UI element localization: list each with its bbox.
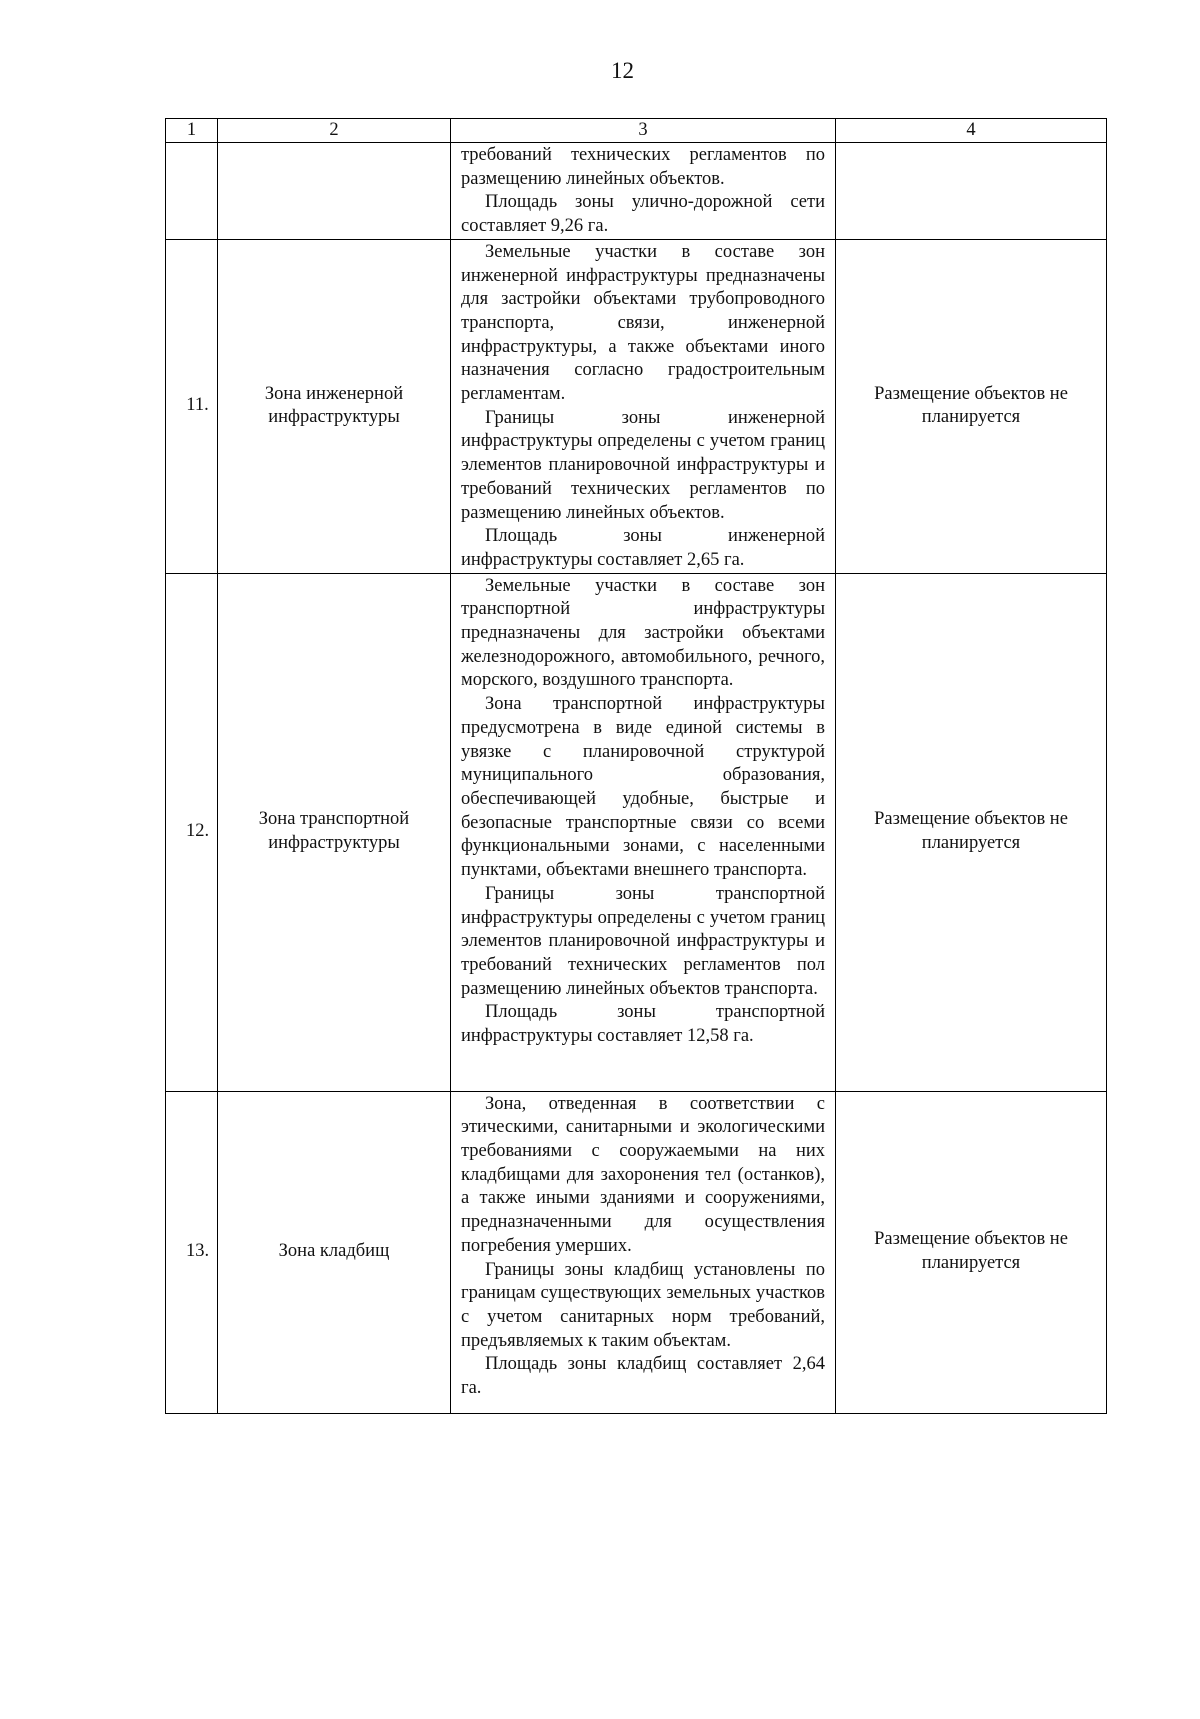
description-paragraph: Границы зоны инженерной инфраструктуры определены с учетом границ элементов планировочной инфраструктуры и требований технических регламентов по размещению линейных объектов. (461, 407, 825, 523)
description-paragraph: Земельные участки в составе зон транспортной инфраструктуры предназначены для застройки объектами железнодорожного, автомобильного, речного, морского, воздушного транспорта. (461, 575, 825, 691)
description-paragraph: Границы зоны кладбищ установлены по границам существующих земельных участков с учетом санитарных норм требований, предъявляемых к таким объектам. (461, 1259, 825, 1351)
description-cell (451, 573, 836, 1091)
zone-name-cell: Зона кладбищ (218, 1091, 451, 1413)
row-number-cell: 13. (166, 1091, 218, 1413)
table-row (166, 239, 1107, 573)
description-paragraph: Границы зоны транспортной инфраструктуры определены с учетом границ элементов планировочной инфраструктуры и требований технических регламентов пол размещению линейных объектов транспорта. (461, 883, 825, 999)
header-cell: 1 (166, 119, 218, 143)
page-number: 12 (611, 58, 634, 83)
row-number-cell: 12. (166, 573, 218, 1091)
zones-table (165, 118, 1107, 1414)
note-cell: Размещение объектов не планируется (836, 239, 1107, 573)
description-paragraph: Зона, отведенная в соответствии с этическими, санитарными и экологическими требованиями с сооружаемыми на них кладбищами для захоронения тел (останков), а также иными зданиями и сооружениями, предназначенными для осуществления погребения умерших. (461, 1093, 825, 1256)
note-cell (836, 143, 1107, 240)
note-cell: Размещение объектов не планируется (836, 573, 1107, 1091)
table-row (166, 1091, 1107, 1413)
description-paragraph: Зона транспортной инфраструктуры предусмотрена в виде единой системы в увязке с планировочной структурой муниципального образования, обеспечивающей удобные, быстрые и безопасные транспортные связи со всеми функциональными зонами, с населенными пунктами, объектами внешнего транспорта. (461, 694, 825, 881)
description-paragraph: Площадь зоны транспортной инфраструктуры составляет 12,58 га. (461, 1002, 825, 1047)
description-cell (451, 239, 836, 573)
description-paragraph: Земельные участки в составе зон инженерной инфраструктуры предназначены для застройки объектами трубопроводного транспорта, связи, инженерной инфраструктуры, а также объектами иного назначения согласно градостроительным регламентам. (461, 241, 825, 405)
header-cell: 4 (836, 119, 1107, 143)
zone-name-cell (218, 143, 451, 240)
note-cell: Размещение объектов не планируется (836, 1091, 1107, 1413)
zone-name-cell: Зона инженерной инфраструктуры (218, 239, 451, 573)
header-cell: 3 (451, 119, 836, 143)
table-row (166, 573, 1107, 1091)
row-number-cell: 11. (166, 239, 218, 573)
header-cell: 2 (218, 119, 451, 143)
zone-name-cell: Зона транспортной инфраструктуры (218, 573, 451, 1091)
description-paragraph: Площадь зоны инженерной инфраструктуры составляет 2,65 га. (461, 526, 825, 570)
description-cell (451, 1091, 836, 1413)
table-header-row (166, 119, 1107, 143)
row-number-cell (166, 143, 218, 240)
description-paragraph: Площадь зоны кладбищ составляет 2,64 га. (461, 1354, 825, 1399)
table-row (166, 143, 1107, 240)
description-cell (451, 143, 836, 240)
description-paragraph: Площадь зоны улично-дорожной сети составляет 9,26 га. (461, 192, 825, 237)
description-paragraph: требований технических регламентов по размещению линейных объектов. (461, 145, 825, 189)
